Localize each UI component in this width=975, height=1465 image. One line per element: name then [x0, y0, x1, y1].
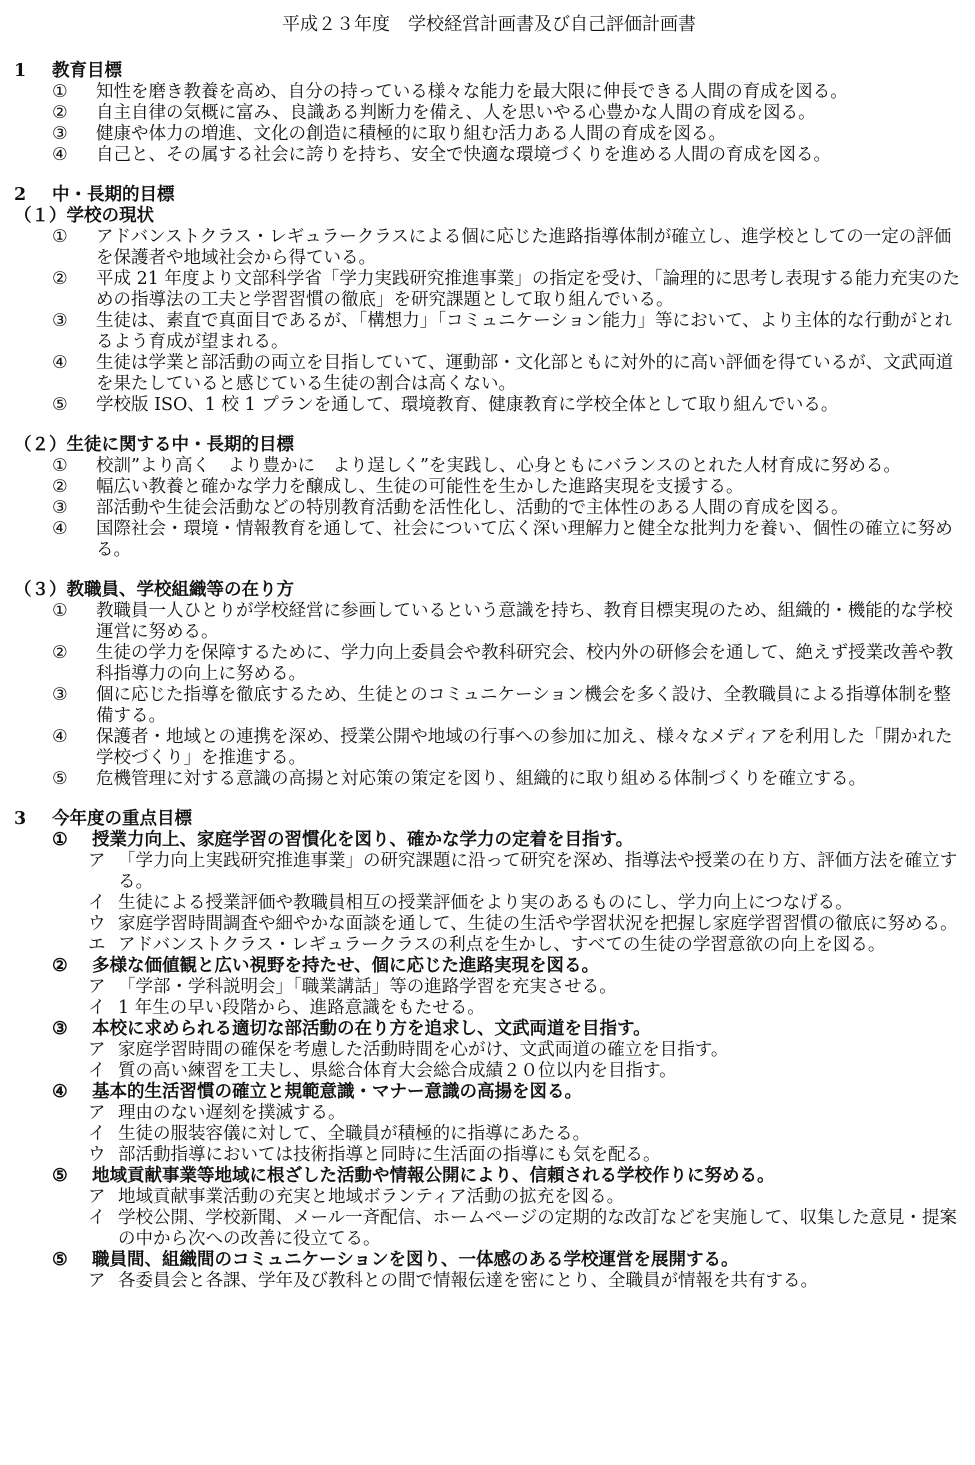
- action-marker: ウ: [88, 1145, 106, 1165]
- list-item: [14, 498, 964, 519]
- objective-item: [14, 830, 964, 851]
- list-item: [14, 353, 964, 395]
- item-text: 国際社会・環境・情報教育を通して、社会について広く深い理解力と健全な批判力を養い、個性の確立に努める。: [96, 519, 953, 560]
- action-item: [14, 914, 964, 935]
- list-item: [14, 269, 964, 311]
- action-text: 地域貢献事業活動の充実と地域ボランティア活動の拡充を図る。: [118, 1187, 625, 1207]
- action-item: [14, 977, 964, 998]
- action-text: 家庭学習時間の確保を考慮した活動時間を心がけ、文武両道の確立を目指す。: [118, 1040, 729, 1060]
- action-text: 「学力向上実践研究推進事業」の研究課題に沿って研究を深め、指導法や授業の在り方、評価方法を確立する。: [118, 851, 958, 892]
- list-item: [14, 685, 964, 727]
- objective-marker: ⑤: [52, 1166, 68, 1186]
- section-title: 教育目標: [52, 61, 122, 81]
- action-item: [14, 893, 964, 914]
- list-item: [14, 519, 964, 561]
- item-marker: ①: [52, 227, 68, 247]
- item-text: 知性を磨き教養を高め、自分の持っている様々な能力を最大限に伸長できる人間の育成を図る。: [96, 82, 848, 102]
- document-title: 平成２３年度 学校経営計画書及び自己評価計画書: [282, 14, 696, 35]
- action-text: 部活動指導においては技術指導と同時に生活面の指導にも気を配る。: [118, 1145, 661, 1165]
- item-marker: ③: [52, 685, 68, 705]
- action-marker: イ: [88, 1208, 106, 1228]
- objective-text: 地域貢献事業等地域に根ざした活動や情報公開により、信頼される学校作りに努める。: [92, 1166, 775, 1186]
- list-item: [14, 311, 964, 353]
- list-item: [14, 477, 964, 498]
- action-item: [14, 1124, 964, 1145]
- objective-item: [14, 1019, 964, 1040]
- list-item: [14, 82, 964, 103]
- action-item: [14, 851, 964, 893]
- action-item: [14, 1187, 964, 1208]
- item-text: 生徒は学業と部活動の両立を目指していて、運動部・文化部ともに対外的に高い評価を得ているが、文武両道を果たしていると感じている生徒の割合は高くない。: [96, 353, 954, 394]
- list-item: [14, 124, 964, 145]
- item-text: 学校版 ISO、1 校 1 プランを通して、環境教育、健康教育に学校全体として取り組んでいる。: [96, 395, 839, 415]
- list-item: [14, 145, 964, 166]
- subsection-title-staff-organization: （３）教職員、学校組織等の在り方: [14, 580, 294, 600]
- objective-item: [14, 1250, 964, 1271]
- item-marker: ④: [52, 145, 68, 165]
- item-marker: ③: [52, 124, 68, 144]
- section-title: 中・長期的目標: [52, 185, 175, 205]
- item-marker: ③: [52, 498, 68, 518]
- item-marker: ②: [52, 269, 68, 289]
- action-item: [14, 1208, 964, 1250]
- list-item: [14, 643, 964, 685]
- objective-text: 本校に求められる適切な部活動の在り方を追求し、文武両道を目指す。: [92, 1019, 651, 1039]
- item-marker: ②: [52, 103, 68, 123]
- action-text: 「学部・学科説明会」「職業講話」等の進路学習を充実させる。: [118, 977, 617, 997]
- document: [14, 14, 964, 1292]
- section-number: 1: [14, 61, 27, 81]
- action-marker: イ: [88, 1061, 106, 1081]
- action-marker: イ: [88, 1124, 106, 1144]
- action-marker: ア: [88, 1103, 106, 1123]
- item-marker: ⑤: [52, 769, 68, 789]
- action-text: 生徒の服装容儀に対して、全職員が積極的に指導にあたる。: [118, 1124, 591, 1144]
- action-marker: ア: [88, 851, 106, 871]
- item-text: 校訓”より高く より豊かに より逞しく”を実践し、心身ともにバランスのとれた人材育成に努める。: [96, 456, 901, 476]
- action-text: アドバンストクラス・レギュラークラスの利点を生かし、すべての生徒の学習意欲の向上を図る。: [118, 935, 886, 955]
- action-item: [14, 1271, 964, 1292]
- subsection-title-current-status: （１）学校の現状: [14, 206, 154, 226]
- action-marker: ア: [88, 1187, 106, 1207]
- action-item: [14, 1061, 964, 1082]
- section-education-goals: [14, 61, 964, 166]
- item-text: 健康や体力の増進、文化の創造に積極的に取り組む活力ある人間の育成を図る。: [96, 124, 726, 144]
- item-text: 生徒は、素直で真面目であるが、「構想力」「コミュニケーション能力」等において、より主体的な行動がとれるよう育成が望まれる。: [96, 311, 953, 352]
- action-text: 生徒による授業評価や教職員相互の授業評価をより実のあるものにし、学力向上につなげる。: [118, 893, 853, 913]
- action-text: 家庭学習時間調査や細やかな面談を通して、生徒の生活や学習状況を把握し家庭学習習慣の徹底に努める。: [118, 914, 958, 934]
- objective-marker: ①: [52, 830, 68, 850]
- item-marker: ③: [52, 311, 68, 331]
- item-text: 自己と、その属する社会に誇りを持ち、安全で快適な環境づくりを進める人間の育成を図る。: [96, 145, 831, 165]
- objective-item: [14, 1082, 964, 1103]
- item-marker: ④: [52, 353, 68, 373]
- list-item: [14, 227, 964, 269]
- section-number: 3: [14, 809, 27, 829]
- item-marker: ④: [52, 727, 68, 747]
- item-text: 幅広い教養と確かな学力を醸成し、生徒の可能性を生かした進路実現を支援する。: [96, 477, 744, 497]
- item-marker: ②: [52, 477, 68, 497]
- objective-marker: ⑤: [52, 1250, 68, 1270]
- list-item: [14, 395, 964, 416]
- section-mid-long-term-goals: [14, 185, 964, 790]
- list-item: [14, 456, 964, 477]
- section-number: 2: [14, 185, 27, 205]
- list-item: [14, 727, 964, 769]
- item-text: 個に応じた指導を徹底するため、生徒とのコミュニケーション機会を多く設け、全教職員による指導体制を整備する。: [96, 685, 952, 726]
- item-text: アドバンストクラス・レギュラークラスによる個に応じた進路指導体制が確立し、進学校としての一定の評価を保護者や地域社会から得ている。: [96, 227, 952, 268]
- action-text: 1 年生の早い段階から、進路意識をもたせる。: [118, 998, 485, 1018]
- section-heading: [14, 61, 964, 82]
- section-title: 今年度の重点目標: [52, 809, 192, 829]
- item-text: 部活動や生徒会活動などの特別教育活動を活性化し、活動的で主体性のある人間の育成を図る。: [96, 498, 849, 518]
- action-item: [14, 1040, 964, 1061]
- action-marker: イ: [88, 998, 106, 1018]
- action-item: [14, 1103, 964, 1124]
- action-text: 質の高い練習を工夫し、県総合体育大会総合成績２０位以内を目指す。: [118, 1061, 677, 1081]
- action-item: [14, 998, 964, 1019]
- item-text: 保護者・地域との連携を深め、授業公開や地域の行事への参加に加え、様々なメディアを利用した「開かれた学校づくり」を推進する。: [96, 727, 953, 768]
- action-marker: ウ: [88, 914, 106, 934]
- action-marker: エ: [88, 935, 106, 955]
- list-item: [14, 769, 964, 790]
- item-marker: ①: [52, 601, 68, 621]
- action-marker: ア: [88, 1040, 106, 1060]
- action-item: [14, 935, 964, 956]
- list-item: [14, 601, 964, 643]
- action-text: 各委員会と各課、学年及び教科との間で情報伝達を密にとり、全職員が情報を共有する。: [118, 1271, 818, 1291]
- action-marker: イ: [88, 893, 106, 913]
- item-text: 平成 21 年度より文部科学省「学力実践研究推進事業」の指定を受け、「論理的に思考し表現する能力充実のための指導法の工夫と学習習慣の徹底」を研究課題として取り組んでいる。: [96, 269, 960, 310]
- action-marker: ア: [88, 977, 106, 997]
- item-text: 教職員一人ひとりが学校経営に参画しているという意識を持ち、教育目標実現のため、組織的・機能的な学校運営に努める。: [96, 601, 953, 642]
- action-text: 学校公開、学校新聞、メール一斉配信、ホームページの定期的な改訂などを実施して、収集した意見・提案の中から次への改善に役立てる。: [118, 1208, 957, 1249]
- item-marker: ①: [52, 82, 68, 102]
- item-text: 危機管理に対する意識の高揚と対応策の策定を図り、組織的に取り組める体制づくりを確立する。: [96, 769, 866, 789]
- item-text: 生徒の学力を保障するために、学力向上委員会や教科研究会、校内外の研修会を通して、絶えず授業改善や教科指導力の向上に努める。: [96, 643, 954, 684]
- action-item: [14, 1145, 964, 1166]
- section-heading: [14, 809, 964, 830]
- subsection-title-student-goals: （２）生徒に関する中・長期的目標: [14, 435, 294, 455]
- section-priority-goals: [14, 809, 964, 1292]
- item-text: 自主自律の気概に富み、良識ある判断力を備え、人を思いやる心豊かな人間の育成を図る。: [96, 103, 816, 123]
- objective-marker: ④: [52, 1082, 68, 1102]
- objective-text: 授業力向上、家庭学習の習慣化を図り、確かな学力の定着を目指す。: [92, 830, 634, 850]
- objective-item: [14, 956, 964, 977]
- section-heading: [14, 185, 964, 206]
- item-marker: ⑤: [52, 395, 68, 415]
- objective-text: 基本的生活習慣の確立と規範意識・マナー意識の高揚を図る。: [92, 1082, 582, 1102]
- list-item: [14, 103, 964, 124]
- objective-text: 多様な価値観と広い視野を持たせ、個に応じた進路実現を図る。: [92, 956, 599, 976]
- item-marker: ②: [52, 643, 68, 663]
- item-marker: ④: [52, 519, 68, 539]
- objective-item: [14, 1166, 964, 1187]
- objective-text: 職員間、組織間のコミュニケーションを図り、一体感のある学校運営を展開する。: [92, 1250, 739, 1270]
- item-marker: ①: [52, 456, 68, 476]
- action-text: 理由のない遅刻を撲滅する。: [118, 1103, 346, 1123]
- objective-marker: ②: [52, 956, 68, 976]
- objective-marker: ③: [52, 1019, 68, 1039]
- action-marker: ア: [88, 1271, 106, 1291]
